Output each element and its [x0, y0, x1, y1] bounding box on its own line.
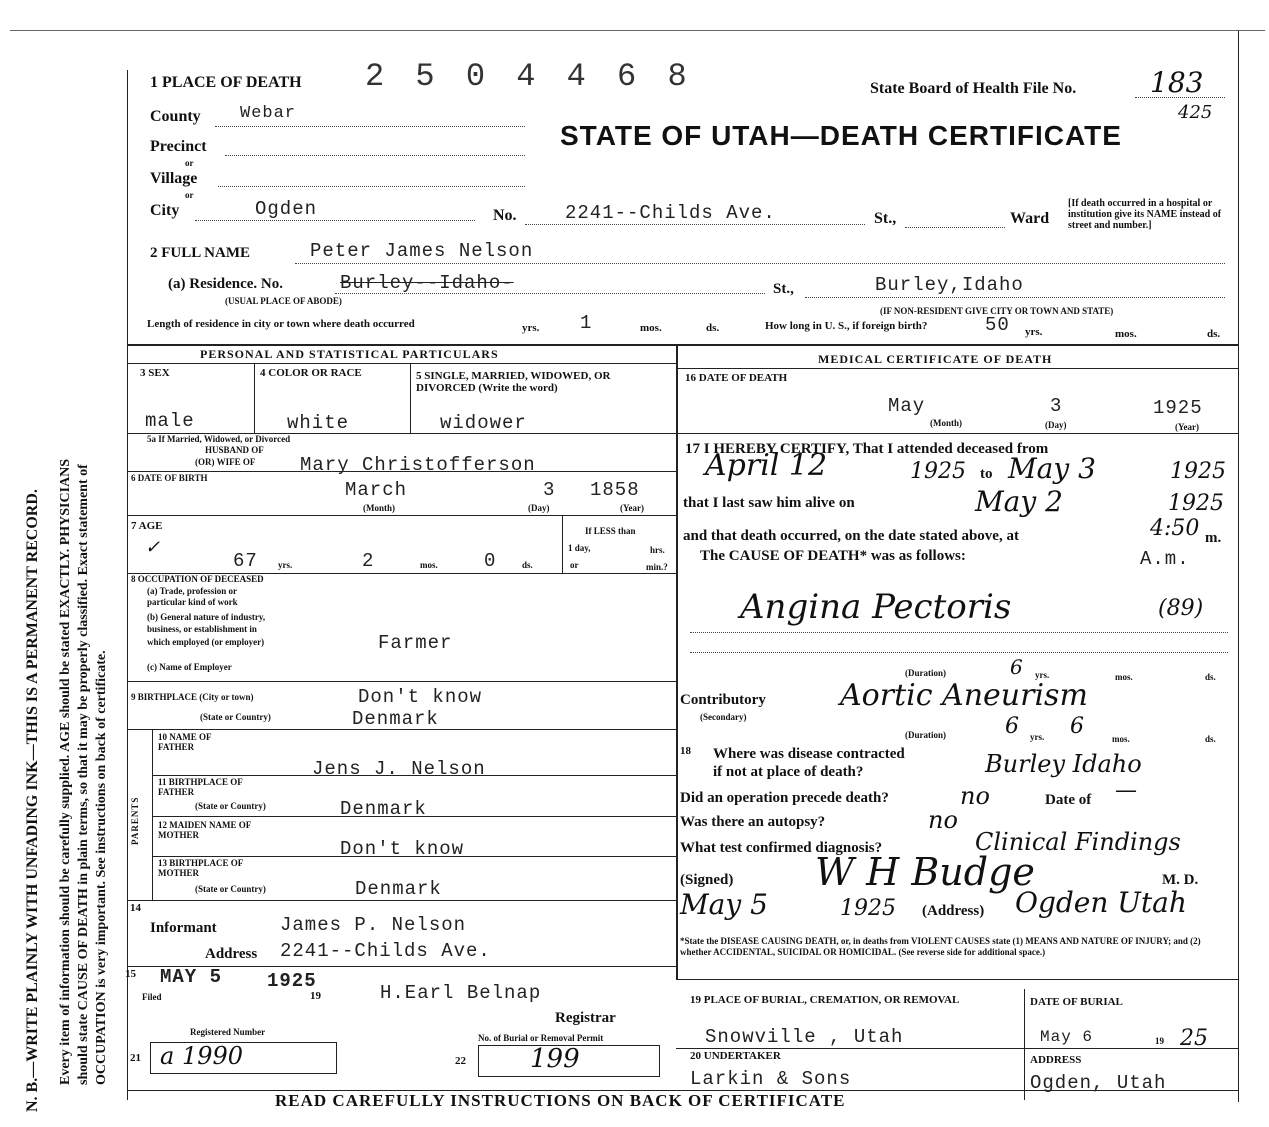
- operation-date: —: [1115, 778, 1137, 803]
- mother-bp-sub: (State or Country): [195, 884, 266, 894]
- race-label: 4 COLOR OR RACE: [260, 367, 362, 379]
- filed-nineteen: 19: [310, 990, 321, 1002]
- duration2-yrs: yrs.: [1030, 732, 1045, 742]
- last-saw: May 2: [975, 485, 1063, 518]
- occ-b3: which employed (or employer): [147, 637, 265, 647]
- undertaker-address: Ogden, Utah: [1030, 1072, 1167, 1094]
- mother-value: Don't know: [340, 838, 465, 860]
- burial-permit-label: No. of Burial or Removal Permit: [478, 1033, 604, 1043]
- death-time-label: and that death occurred, on the date stated above, at: [683, 528, 1019, 544]
- street-value: 2241--Childs Ave.: [565, 202, 776, 224]
- death-year-caption: (Year): [1175, 422, 1199, 432]
- certificate-number: 2 5 0 4 4 6 8: [365, 58, 693, 95]
- num-22: 22: [455, 1055, 466, 1067]
- burial-permit-number: 199: [530, 1044, 580, 1074]
- signed-year: 1925: [840, 896, 896, 921]
- attended-to-year: 1925: [1170, 459, 1226, 484]
- nonresident-note: (IF NON-RESIDENT GIVE CITY OR TOWN AND STATE): [880, 306, 1114, 316]
- to-label: to: [980, 466, 993, 482]
- operation-label: Did an operation precede death?: [680, 790, 889, 806]
- precinct-label: Precinct: [150, 138, 207, 155]
- row-rule-5a: [127, 471, 676, 472]
- file-number: 183: [1150, 66, 1204, 99]
- residence-city-line: [805, 297, 1225, 298]
- signed-value: W H Budge: [815, 850, 1035, 894]
- informant-address-label: Address: [205, 946, 258, 962]
- length-months-value: 1: [580, 312, 593, 334]
- registrar-name: H.Earl Belnap: [380, 982, 542, 1004]
- row-rule-10: [152, 775, 676, 776]
- contracted-value: Burley Idaho: [985, 750, 1142, 778]
- village-label: Village: [150, 170, 198, 187]
- full-name-value: Peter James Nelson: [310, 240, 534, 262]
- am-pm: A.m.: [1140, 548, 1190, 570]
- death-year: 1925: [1153, 397, 1203, 419]
- age-check: ✓: [145, 537, 161, 558]
- contracted-label-1: Where was disease contracted: [713, 746, 905, 762]
- street-number-label: No.: [493, 207, 517, 224]
- death-time: 4:50: [1150, 516, 1200, 541]
- age-mos: mos.: [420, 560, 438, 570]
- sex-value: male: [145, 410, 195, 432]
- city-label: City: [150, 202, 180, 219]
- contracted-label-2: if not at place of death?: [713, 764, 864, 780]
- row-rule-12: [152, 856, 676, 857]
- attended-from-year: 1925: [910, 459, 966, 484]
- residence-struck: Burley--Idaho-: [340, 272, 514, 294]
- personal-heading-rule: [127, 363, 676, 364]
- num-15: 15: [125, 968, 136, 980]
- certify-text: 17 I HEREBY CERTIFY, That I attended deceased from: [685, 441, 1049, 457]
- margin-note-1: N. B.—WRITE PLAINLY WITH UNFADING INK—THIS IS A PERMANENT RECORD.: [24, 489, 41, 1112]
- county-label: County: [150, 108, 201, 125]
- form-right-border: [1238, 30, 1239, 1102]
- us-years-value: 50: [985, 314, 1010, 336]
- doctor-address: Ogden Utah: [1015, 886, 1187, 919]
- duration-ds: ds.: [1205, 672, 1216, 682]
- occ-a: (a) Trade, profession or: [147, 586, 237, 596]
- or-min: or: [570, 560, 579, 570]
- or-2: or: [185, 190, 194, 200]
- occ-b2: business, or establishment in: [147, 624, 257, 634]
- burial-year: 25: [1180, 1026, 1208, 1051]
- row-rule-6: [127, 515, 676, 516]
- date-of-death-label: 16 DATE OF DEATH: [685, 372, 788, 384]
- margin-note-3: should state CAUSE OF DEATH in plain terms, so that it may be properly classified. Exact statement of: [76, 464, 91, 1085]
- duration-yrs-value: 6: [1010, 655, 1023, 679]
- doctor-address-label: (Address): [922, 903, 985, 919]
- street-line: [525, 224, 865, 225]
- informant-value: James P. Nelson: [280, 914, 467, 936]
- race-marital-divider: [410, 363, 411, 433]
- spouse-label-b: HUSBAND OF: [205, 445, 264, 455]
- dob-month-caption: (Month): [363, 503, 395, 513]
- length-yrs: yrs.: [522, 322, 540, 334]
- full-name-line: [295, 263, 1225, 264]
- filed-year: 1925: [267, 970, 317, 992]
- residence-city: Burley,Idaho: [875, 274, 1024, 296]
- dob-label: 6 DATE OF BIRTH: [131, 473, 208, 483]
- parents-label: PARENTS: [130, 796, 140, 845]
- city-line: [195, 220, 475, 221]
- contributory-value: Aortic Aneurism: [840, 678, 1088, 713]
- full-name-label: 2 FULL NAME: [150, 245, 251, 261]
- signed-label: (Signed): [680, 872, 734, 888]
- less-than: If LESS than: [585, 526, 636, 536]
- father-value: Jens J. Nelson: [312, 758, 486, 780]
- informant-label: Informant: [150, 920, 217, 936]
- spouse-value: Mary Christofferson: [300, 454, 536, 476]
- ward-note: [If death occurred in a hospital or institution give its NAME instead of street and number.]: [1068, 198, 1222, 231]
- occ-b: (b) General nature of industry,: [147, 612, 266, 622]
- burial-year-prefix: 19: [1155, 1036, 1164, 1046]
- secondary-label: (Secondary): [700, 712, 747, 722]
- cause-code: (89): [1158, 596, 1204, 621]
- personal-heading: PERSONAL AND STATISTICAL PARTICULARS: [200, 347, 499, 361]
- autopsy-value: no: [928, 806, 958, 834]
- usual-abode-caption: (USUAL PLACE OF ABODE): [225, 296, 342, 306]
- test-value: Clinical Findings: [975, 828, 1181, 856]
- section-divider: [127, 344, 1238, 346]
- duration-yrs: yrs.: [1035, 670, 1050, 680]
- birthplace-country: Denmark: [352, 708, 439, 730]
- medical-heading-rule: [676, 368, 1238, 369]
- occ-a2: particular kind of work: [147, 597, 238, 607]
- row-rule-8: [127, 681, 676, 682]
- birthplace-city: Don't know: [358, 686, 483, 708]
- burial-place-label: 19 PLACE OF BURIAL, CREMATION, OR REMOVAL: [690, 994, 960, 1006]
- age-label: 7 AGE: [131, 520, 163, 532]
- race-value: white: [287, 412, 350, 434]
- duration-mos: mos.: [1115, 672, 1133, 682]
- cause-footnote: *State the DISEASE CAUSING DEATH, or, in deaths from VIOLENT CAUSES state (1) MEANS AND NATURE OF INJURY; and (2) whether ACCIDENTAL, SUICIDAL OR HOMICIDAL. (See reverse side for additional space.): [680, 936, 1201, 957]
- ward-label: Ward: [1010, 210, 1050, 227]
- contributory-label: Contributory: [680, 692, 766, 708]
- margin-note-4: OCCUPATION is very important. See instructions on back of certificate.: [94, 650, 109, 1085]
- death-month-caption: (Month): [930, 418, 962, 428]
- duration2-label: (Duration): [905, 730, 946, 740]
- father-bp-label: 11 BIRTHPLACE OF FATHER: [158, 777, 243, 797]
- birthplace-label: 9 BIRTHPLACE (City or town): [131, 692, 254, 702]
- file-number-label: State Board of Health File No.: [870, 80, 1077, 97]
- dob-day-caption: (Day): [528, 503, 550, 513]
- duration-label: (Duration): [905, 668, 946, 678]
- burial-divider: [1024, 989, 1025, 1100]
- age-days: 0: [484, 550, 497, 572]
- dob-day: 3: [543, 479, 556, 501]
- mother-bp-value: Denmark: [355, 878, 442, 900]
- age-ds: ds.: [522, 560, 533, 570]
- num-14: 14: [130, 902, 141, 914]
- age-yrs: yrs.: [278, 560, 293, 570]
- dob-month: March: [345, 479, 408, 501]
- duration2-mos-value: 6: [1070, 714, 1084, 739]
- age-months: 2: [362, 550, 375, 572]
- length-ds: ds.: [706, 322, 720, 334]
- death-day: 3: [1050, 395, 1063, 417]
- certificate-title: STATE OF UTAH—DEATH CERTIFICATE: [560, 120, 1122, 151]
- city-value: Ogden: [255, 198, 318, 220]
- ward-line: [905, 227, 1005, 228]
- parents-divider: [152, 729, 153, 900]
- test-label: What test confirmed diagnosis?: [680, 840, 883, 856]
- undertaker-label: 20 UNDERTAKER: [690, 1050, 781, 1062]
- cause-line-2: [690, 632, 1228, 633]
- residence-st-label: St.,: [773, 281, 794, 297]
- duration2-yrs-value: 6: [1005, 714, 1019, 739]
- occ-c: (c) Name of Employer: [147, 662, 232, 672]
- attended-to: May 3: [1008, 452, 1096, 485]
- m-label: m.: [1205, 530, 1222, 546]
- place-of-death-label: 1 PLACE OF DEATH: [150, 74, 302, 91]
- one-day: 1 day,: [568, 543, 591, 553]
- row-rule-11: [152, 816, 676, 817]
- burial-place: Snowville , Utah: [705, 1026, 904, 1048]
- page-top-edge: [10, 30, 1265, 31]
- county-line: [215, 126, 525, 127]
- residence-label: (a) Residence. No.: [168, 276, 283, 292]
- last-saw-year: 1925: [1168, 491, 1224, 516]
- medical-rule-16: [676, 433, 1238, 434]
- occupation-value: Farmer: [378, 632, 453, 654]
- occupation-label: 8 OCCUPATION OF DECEASED: [131, 574, 264, 584]
- spouse-label-a: 5a If Married, Widowed, or Divorced: [147, 434, 291, 444]
- marital-label: 5 SINGLE, MARRIED, WIDOWED, OR DIVORCED (Write the word): [416, 370, 611, 394]
- age-divider: [562, 515, 563, 573]
- age-years: 67: [233, 550, 258, 572]
- date-of-label: Date of: [1045, 792, 1092, 808]
- birthplace-state-caption: (State or Country): [200, 712, 271, 722]
- death-month: May: [888, 395, 926, 417]
- footer-instructions: READ CAREFULLY INSTRUCTIONS ON BACK OF CERTIFICATE: [275, 1091, 846, 1110]
- burial-date: May 6: [1040, 1028, 1094, 1046]
- num-21: 21: [130, 1052, 141, 1064]
- village-line: [218, 186, 525, 187]
- attended-from: April 12: [705, 448, 828, 483]
- us-mos: mos.: [1115, 328, 1137, 340]
- autopsy-label: Was there an autopsy?: [680, 814, 826, 830]
- cause-line-3: [690, 652, 1228, 653]
- file-number-sub: 425: [1178, 102, 1213, 123]
- county-value: Webar: [240, 104, 297, 123]
- operation-value: no: [960, 782, 990, 810]
- us-yrs: yrs.: [1025, 326, 1043, 338]
- form-left-border: [127, 70, 128, 1100]
- sex-label: 3 SEX: [140, 367, 170, 379]
- burial-mid-rule: [676, 1048, 1238, 1049]
- filed-date: MAY 5: [160, 966, 223, 988]
- informant-address-value: 2241--Childs Ave.: [280, 940, 491, 962]
- column-divider: [676, 344, 678, 979]
- duration2-mos: mos.: [1112, 734, 1130, 744]
- hrs-label: hrs.: [650, 545, 665, 555]
- street-st-label: St.,: [874, 210, 897, 227]
- cause-label: The CAUSE OF DEATH* was as follows:: [700, 548, 966, 564]
- margin-note-2: Every item of information should be carefully supplied. AGE should be stated EXACTLY. PHYSICIANS: [58, 458, 73, 1085]
- burial-top-rule: [676, 979, 1238, 980]
- row-rule-13: [127, 900, 676, 901]
- death-day-caption: (Day): [1045, 420, 1067, 430]
- medical-heading: MEDICAL CERTIFICATE OF DEATH: [818, 352, 1053, 366]
- how-long-us-label: How long in U. S., if foreign birth?: [765, 320, 928, 332]
- marital-value: widower: [440, 412, 527, 434]
- length-mos: mos.: [640, 322, 662, 334]
- registered-number: a 1990: [160, 1042, 244, 1070]
- undertaker-value: Larkin & Sons: [690, 1068, 852, 1090]
- father-bp-sub: (State or Country): [195, 801, 266, 811]
- us-ds: ds.: [1207, 328, 1221, 340]
- dob-year: 1858: [590, 479, 640, 501]
- signed-date: May 5: [680, 888, 768, 921]
- or-1: or: [185, 158, 194, 168]
- duration2-ds: ds.: [1205, 734, 1216, 744]
- row-rule-9: [127, 729, 676, 730]
- cause-of-death: Angina Pectoris: [740, 587, 1012, 627]
- mother-label: 12 MAIDEN NAME OF MOTHER: [158, 820, 251, 840]
- father-bp-value: Denmark: [340, 798, 427, 820]
- length-residence-label: Length of residence in city or town where death occurred: [147, 318, 415, 330]
- num-18: 18: [680, 745, 691, 757]
- dob-year-caption: (Year): [620, 503, 644, 513]
- registrar-label: Registrar: [555, 1010, 616, 1026]
- registered-number-label: Registered Number: [190, 1027, 266, 1037]
- min-label: min.?: [646, 562, 668, 572]
- father-label: 10 NAME OF FATHER: [158, 732, 212, 752]
- md-label: M. D.: [1162, 872, 1199, 888]
- filed-label: Filed: [142, 992, 162, 1002]
- mother-bp-label: 13 BIRTHPLACE OF MOTHER: [158, 858, 243, 878]
- spouse-label-c: (OR) WIFE OF: [195, 457, 256, 467]
- sex-race-divider: [254, 363, 255, 433]
- burial-date-label: DATE OF BURIAL: [1030, 996, 1123, 1008]
- last-saw-label: that I last saw him alive on: [683, 495, 855, 511]
- precinct-line: [225, 155, 525, 156]
- undertaker-address-label: ADDRESS: [1030, 1054, 1082, 1066]
